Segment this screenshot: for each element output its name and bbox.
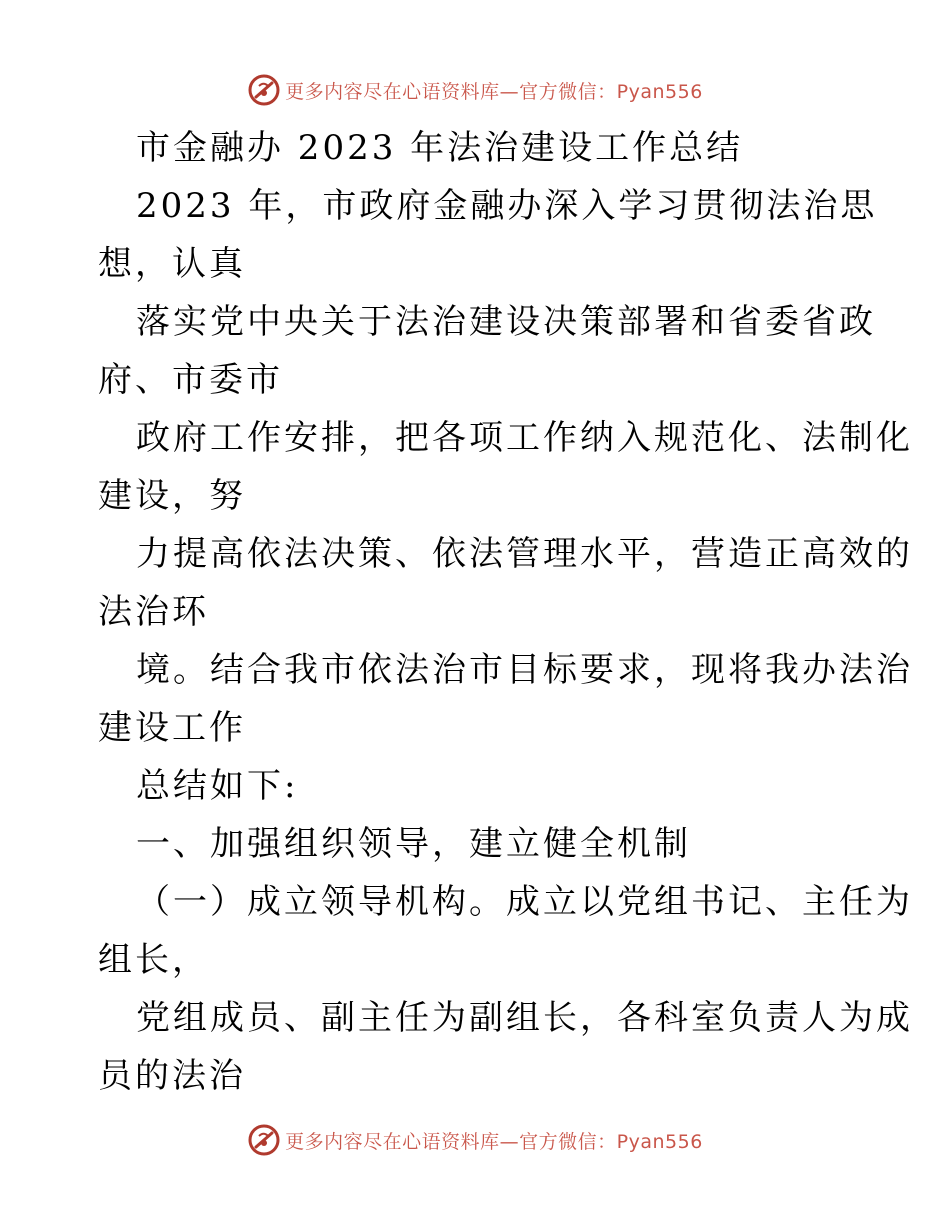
paragraph-line: 落实党中央关于法治建设决策部署和省委省政 <box>136 302 876 342</box>
section-heading: 一、加强组织领导，建立健全机制 <box>136 824 691 864</box>
paragraph-line: 2023 年，市政府金融办深入学习贯彻法治思 <box>136 186 878 226</box>
watermark-text: 更多内容尽在心语资料库—官方微信：Pyan556 <box>285 80 703 103</box>
paragraph-line: （一）成立领导机构。成立以党组书记、主任为 <box>136 882 913 922</box>
paragraph-line: 法治环 <box>98 592 209 632</box>
paragraph-line: 员的法治 <box>98 1056 246 1096</box>
paragraph-line: 政府工作安排，把各项工作纳入规范化、法制化 <box>136 418 913 458</box>
paragraph-line: 境。结合我市依法治市目标要求，现将我办法治 <box>136 650 913 690</box>
paragraph-line: 想，认真 <box>98 244 246 284</box>
seal-logo-icon <box>247 73 281 107</box>
paragraph-line: 建设工作 <box>98 708 246 748</box>
paragraph-line: 府、市委市 <box>98 360 283 400</box>
watermark-text: 更多内容尽在心语资料库—官方微信：Pyan556 <box>285 1130 703 1153</box>
paragraph-line: 党组成员、副主任为副组长，各科室负责人为成 <box>136 998 913 1038</box>
paragraph-line: 力提高依法决策、依法管理水平，营造正高效的 <box>136 534 913 574</box>
paragraph-line: 组长， <box>98 940 209 980</box>
document-title: 市金融办 2023 年法治建设工作总结 <box>136 128 744 168</box>
watermark-bottom <box>0 1120 950 1160</box>
paragraph-line: 总结如下: <box>136 766 299 806</box>
paragraph-line: 建设，努 <box>98 476 246 516</box>
seal-logo-icon <box>247 1123 281 1157</box>
watermark-top <box>0 70 950 110</box>
